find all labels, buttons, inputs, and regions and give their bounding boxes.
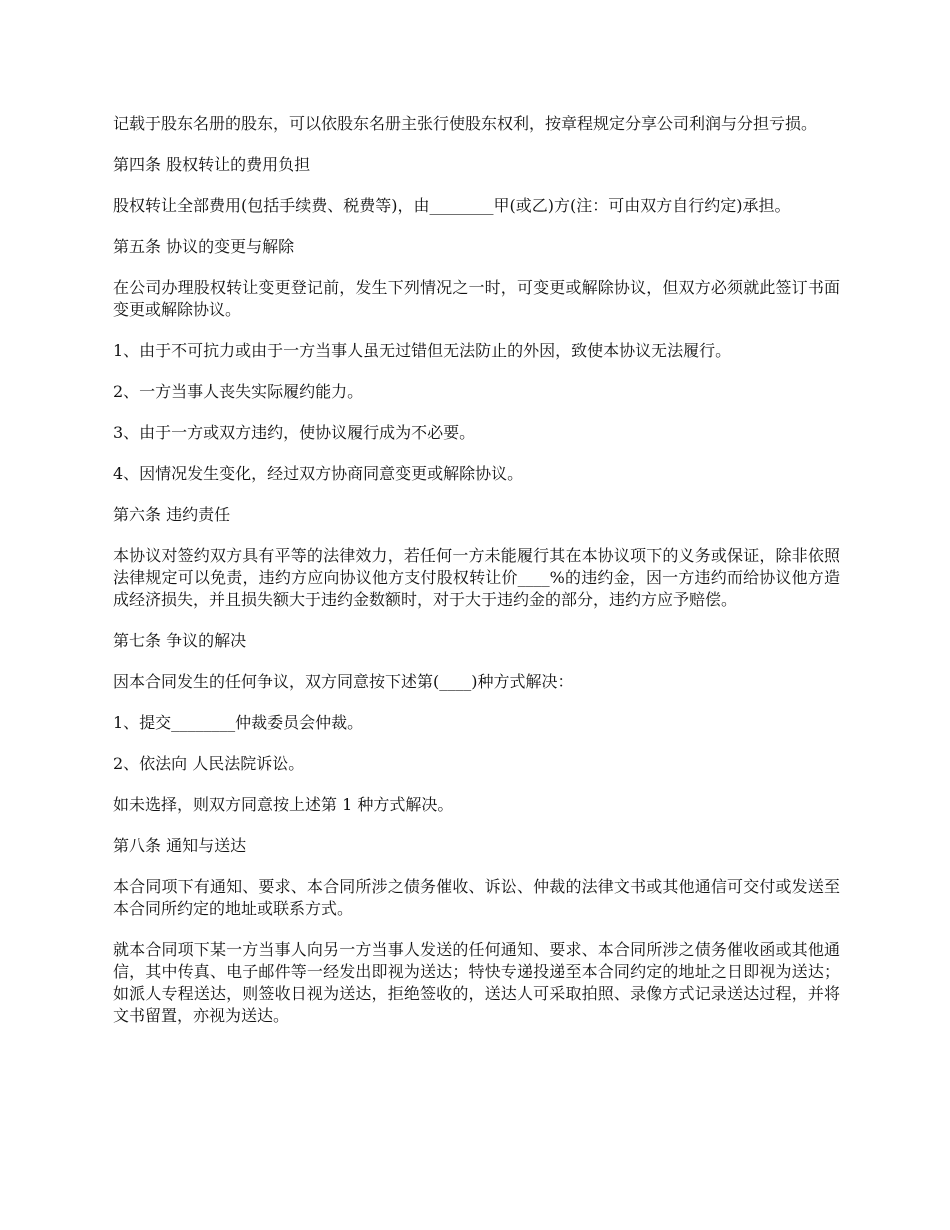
- list-item-force-majeure: 1、由于不可抗力或由于一方当事人虽无过错但无法防止的外因，致使本协议无法履行。: [113, 341, 732, 360]
- article-7-heading: 第七条 争议的解决: [113, 631, 247, 650]
- list-item-mutual-agreement: 4、因情况发生变化，经过双方协商同意变更或解除协议。: [113, 464, 524, 483]
- paragraph-notice-addresses: 本合同项下有通知、要求、本合同所涉之债务催收、诉讼、仲裁的法律文书或其他通信可交付或发送至本合同所约定的地址或联系方式。: [113, 877, 840, 918]
- paragraph-delivery-rules: 就本合同项下某一方当事人向另一方当事人发送的任何通知、要求、本合同所涉之债务催收函或其他通信，其中传真、电子邮件等一经发出即视为送达；特快专递投递至本合同约定的地址之日即视为送达；如派人专程送达，则签收日视为送达，拒绝签收的，送达人可采取拍照、录像方式记录送达过程，并将文书留置，亦视为送达。: [113, 940, 840, 1025]
- paragraph-transfer-fees: 股权转让全部费用(包括手续费、税费等)，由________甲(或乙)方(注：可由双方自行约定)承担。: [113, 196, 791, 215]
- paragraph-shareholder-rights: 记载于股东名册的股东，可以依股东名册主张行使股东权利，按章程规定分享公司利润与分担亏损。: [113, 114, 818, 133]
- article-8-heading: 第八条 通知与送达: [113, 836, 247, 855]
- list-item-loss-of-capacity: 2、一方当事人丧失实际履约能力。: [113, 382, 364, 401]
- paragraph-dispute-methods: 因本合同发生的任何争议，双方同意按下述第(____)种方式解决：: [113, 672, 574, 691]
- list-item-breach: 3、由于一方或双方违约，使协议履行成为不必要。: [113, 423, 476, 442]
- list-item-arbitration: 1、提交________仲裁委员会仲裁。: [113, 713, 364, 732]
- paragraph-default-method: 如未选择，则双方同意按上述第 1 种方式解决。: [113, 795, 454, 814]
- document-body: [113, 113, 840, 1046]
- paragraph-liability: 本协议对签约双方具有平等的法律效力，若任何一方未能履行其在本协议项下的义务或保证，除非依照法律规定可以免责，违约方应向协议他方支付股权转让价____%的违约金，因一方违约而给协议他方造成经济损失，并且损失额大于违约金数额时，对于大于违约金的部分，违约方应予赔偿。: [113, 546, 840, 609]
- article-4-heading: 第四条 股权转让的费用负担: [113, 155, 311, 174]
- article-6-heading: 第六条 违约责任: [113, 505, 231, 524]
- article-5-heading: 第五条 协议的变更与解除: [113, 237, 295, 256]
- list-item-litigation: 2、依法向 人民法院诉讼。: [113, 754, 305, 773]
- paragraph-change-conditions: 在公司办理股权转让变更登记前，发生下列情况之一时，可变更或解除协议，但双方必须就此签订书面变更或解除协议。: [113, 278, 840, 319]
